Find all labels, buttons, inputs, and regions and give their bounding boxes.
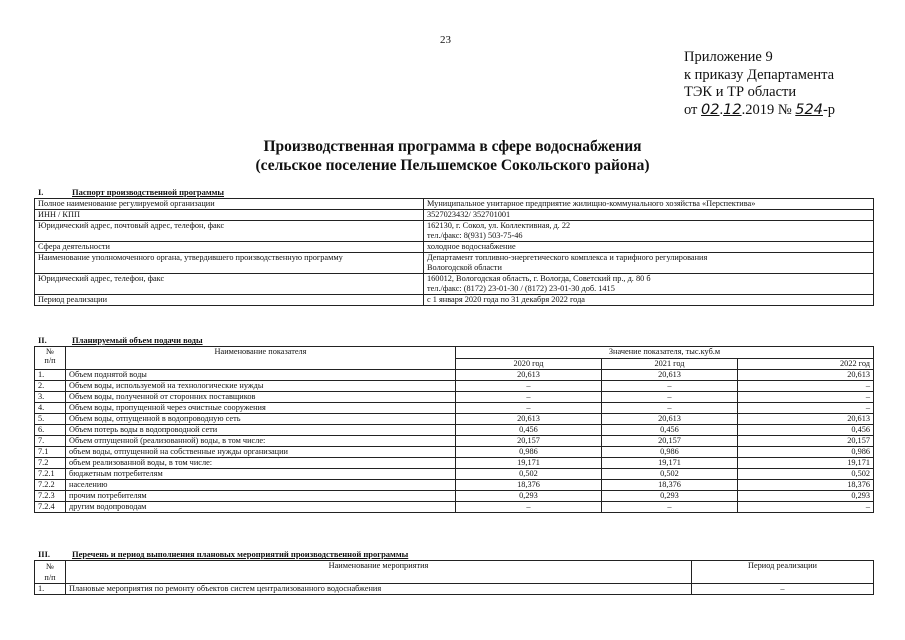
- row-indicator-name: Объем воды, используемой на технологические нужды: [66, 381, 456, 392]
- table-row: [35, 480, 874, 491]
- row-value: –: [738, 381, 874, 392]
- section-1-number: I.: [38, 187, 44, 197]
- row-value: –: [738, 502, 874, 513]
- water-supply-table: [34, 346, 874, 513]
- row-value: 20,613: [738, 370, 874, 381]
- row-value: 19,171: [456, 458, 602, 469]
- row-value: 0,502: [602, 469, 738, 480]
- row-value: 0,456: [738, 425, 874, 436]
- measure-name: Плановые мероприятия по ремонту объектов систем централизованного водоснабжения: [66, 584, 692, 595]
- table-row: [35, 414, 874, 425]
- passport-label: Наименование уполномоченного органа, утвердившего производственную программу: [35, 253, 424, 274]
- passport-value-line: с 1 января 2020 года по 31 декабря 2022 года: [427, 295, 585, 304]
- passport-label: Юридический адрес, почтовый адрес, телефон, факс: [35, 221, 424, 242]
- row-indicator-name: Объем потерь воды в водопроводной сети: [66, 425, 456, 436]
- passport-value-line: Вологодской области: [427, 263, 502, 272]
- row-value: 0,986: [602, 447, 738, 458]
- col-num-header: № п/п: [35, 347, 66, 370]
- col-year-2020: 2020 год: [456, 359, 602, 370]
- date-month-handwritten: 12: [723, 101, 742, 118]
- table-row: [35, 381, 874, 392]
- row-value: –: [738, 403, 874, 414]
- measures-num-header: № п/п: [35, 561, 66, 584]
- row-value: –: [602, 381, 738, 392]
- row-number: 7.2.3: [35, 491, 66, 502]
- row-value: –: [602, 403, 738, 414]
- passport-row: [35, 221, 874, 242]
- passport-value-line: холодное водоснабжение: [427, 242, 516, 251]
- col-value-group-header: Значение показателя, тыс.куб.м: [456, 347, 874, 359]
- row-value: 19,171: [602, 458, 738, 469]
- passport-row: [35, 274, 874, 295]
- row-value: 0,293: [738, 491, 874, 502]
- title-line-1: Производственная программа в сфере водоснабжения: [263, 138, 642, 155]
- passport-label: Юридический адрес, телефон, факс: [35, 274, 424, 295]
- row-value: 0,986: [456, 447, 602, 458]
- col-name-header: Наименование показателя: [66, 347, 456, 370]
- row-number: 7.2: [35, 458, 66, 469]
- measure-number: 1.: [35, 584, 66, 595]
- row-value: 0,456: [602, 425, 738, 436]
- appendix-line-3: ТЭК и ТР области: [684, 84, 797, 100]
- section-3-heading: [34, 549, 408, 559]
- row-value: 0,293: [456, 491, 602, 502]
- row-value: 18,376: [738, 480, 874, 491]
- order-suffix: -р: [822, 101, 836, 118]
- passport-row: [35, 210, 874, 221]
- row-value: 20,613: [456, 370, 602, 381]
- passport-value: [424, 199, 874, 210]
- order-number-handwritten: 524: [795, 101, 823, 118]
- row-value: 20,613: [602, 370, 738, 381]
- row-value: 0,986: [738, 447, 874, 458]
- row-number: 7.1: [35, 447, 66, 458]
- passport-value: [424, 210, 874, 221]
- table-row: [35, 403, 874, 414]
- passport-value-line: 162130, г. Сокол, ул. Коллективная, д. 22: [427, 221, 571, 230]
- col-year-2022: 2022 год: [738, 359, 874, 370]
- section-3-number: III.: [38, 549, 51, 559]
- passport-value: [424, 295, 874, 306]
- row-indicator-name: объем реализованной воды, в том числе:: [66, 458, 456, 469]
- row-value: 18,376: [456, 480, 602, 491]
- passport-value-line: тел./факс: 8(931) 503-75-46: [427, 231, 523, 240]
- row-value: –: [456, 381, 602, 392]
- passport-value-line: 3527023432/ 352701001: [427, 210, 511, 219]
- measure-period: –: [692, 584, 874, 595]
- passport-value: [424, 221, 874, 242]
- passport-row: [35, 242, 874, 253]
- row-indicator-name: Объем поднятой воды: [66, 370, 456, 381]
- row-value: 20,157: [456, 436, 602, 447]
- page-number: 23: [440, 34, 451, 46]
- passport-row: [35, 199, 874, 210]
- row-value: 19,171: [738, 458, 874, 469]
- appendix-block: [684, 49, 835, 119]
- table-row: [35, 491, 874, 502]
- row-value: –: [738, 392, 874, 403]
- row-indicator-name: Объем отпущенной (реализованной) воды, в том числе:: [66, 436, 456, 447]
- appendix-date-line: [684, 102, 835, 120]
- passport-table: [34, 198, 874, 306]
- appendix-line-2: к приказу Департамента: [684, 66, 835, 83]
- table-row: [35, 370, 874, 381]
- passport-value: [424, 274, 874, 295]
- row-number: 7.2.4: [35, 502, 66, 513]
- date-prefix: от: [684, 101, 702, 118]
- section-3-title: Перечень и период выполнения плановых мероприятий производственной программы: [72, 549, 409, 559]
- row-indicator-name: Объем воды, пропущенной через очистные сооружения: [66, 403, 456, 414]
- date-day-handwritten: 02: [701, 101, 720, 118]
- row-indicator-name: прочим потребителям: [66, 491, 456, 502]
- row-number: 5.: [35, 414, 66, 425]
- passport-row: [35, 253, 874, 274]
- table-row: [35, 392, 874, 403]
- row-number: 4.: [35, 403, 66, 414]
- section-1-title: Паспорт производственной программы: [72, 187, 225, 197]
- section-2-title: Планируемый объем подачи воды: [72, 335, 203, 345]
- row-indicator-name: бюджетным потребителям: [66, 469, 456, 480]
- passport-value-line: 160012, Вологодская область, г. Вологда, Советский пр., д. 80 б: [427, 274, 651, 283]
- row-value: –: [602, 392, 738, 403]
- row-value: 0,293: [602, 491, 738, 502]
- table-row: [35, 425, 874, 436]
- row-value: 0,456: [456, 425, 602, 436]
- measures-name-header: Наименование мероприятия: [66, 561, 692, 584]
- row-value: 0,502: [456, 469, 602, 480]
- passport-label: Полное наименование регулируемой организации: [35, 199, 424, 210]
- row-number: 3.: [35, 392, 66, 403]
- row-value: 20,613: [456, 414, 602, 425]
- row-value: 20,157: [602, 436, 738, 447]
- section-2-number: II.: [38, 335, 47, 345]
- row-number: 7.2.2: [35, 480, 66, 491]
- row-indicator-name: населению: [66, 480, 456, 491]
- table-row: [35, 436, 874, 447]
- row-value: –: [456, 392, 602, 403]
- row-value: 20,613: [738, 414, 874, 425]
- passport-label: Период реализации: [35, 295, 424, 306]
- row-number: 2.: [35, 381, 66, 392]
- passport-label: Сфера деятельности: [35, 242, 424, 253]
- row-indicator-name: Объем воды, полученной от сторонних поставщиков: [66, 392, 456, 403]
- row-value: 18,376: [602, 480, 738, 491]
- appendix-line-1: Приложение 9: [684, 49, 773, 65]
- passport-row: [35, 295, 874, 306]
- row-indicator-name: Объем воды, отпущенной в водопроводную сеть: [66, 414, 456, 425]
- table-row: [35, 469, 874, 480]
- row-value: –: [456, 502, 602, 513]
- row-number: 7.2.1: [35, 469, 66, 480]
- passport-value-line: тел./факс: (8172) 23-01-30 / (8172) 23-01-30 доб. 1415: [427, 284, 615, 293]
- table-row: [35, 584, 874, 595]
- date-sep: .: [719, 101, 724, 118]
- row-value: 0,502: [738, 469, 874, 480]
- row-number: 7.: [35, 436, 66, 447]
- passport-value: [424, 253, 874, 274]
- table-row: [35, 502, 874, 513]
- row-value: –: [456, 403, 602, 414]
- row-value: 20,157: [738, 436, 874, 447]
- row-number: 6.: [35, 425, 66, 436]
- section-1-heading: [34, 187, 224, 197]
- passport-value-line: Департамент топливно-энергетического комплекса и тарифного регулирования: [427, 253, 708, 262]
- passport-value: [424, 242, 874, 253]
- row-value: –: [602, 502, 738, 513]
- row-indicator-name: объем воды, отпущенной на собственные нужды организации: [66, 447, 456, 458]
- measures-period-header: Период реализации: [692, 561, 874, 584]
- document-title: [0, 137, 905, 175]
- title-line-2: (сельское поселение Пельшемское Сокольского района): [255, 157, 650, 174]
- row-value: 20,613: [602, 414, 738, 425]
- passport-value-line: Муниципальное унитарное предприятие жилищно-коммунального хозяйства «Перспектива»: [427, 199, 756, 208]
- row-indicator-name: другим водопроводам: [66, 502, 456, 513]
- row-number: 1.: [35, 370, 66, 381]
- date-year: .2019 №: [741, 101, 796, 118]
- section-2-heading: [34, 335, 203, 345]
- col-year-2021: 2021 год: [602, 359, 738, 370]
- measures-table: [34, 560, 874, 595]
- table-row: [35, 447, 874, 458]
- table-row: [35, 458, 874, 469]
- passport-label: ИНН / КПП: [35, 210, 424, 221]
